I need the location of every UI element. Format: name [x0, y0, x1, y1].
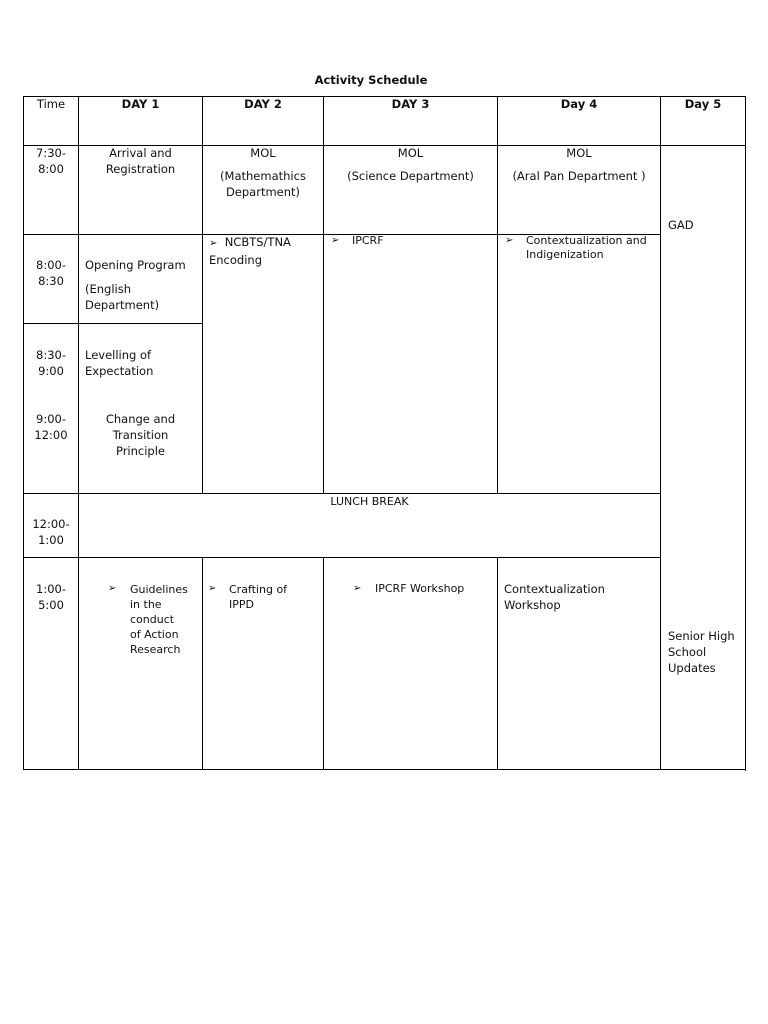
time-line: 8:30 [38, 274, 64, 288]
text-line: Updates [668, 661, 716, 675]
time-line: 7:30- [36, 146, 66, 160]
text-line: Workshop [504, 598, 561, 612]
lunch-break: LUNCH BREAK [330, 495, 409, 508]
time-slot-2 [24, 257, 78, 289]
time-line: 12:00- [32, 517, 70, 531]
day4-contextualization [505, 234, 659, 262]
header-day5: Day 5 [684, 97, 722, 111]
text-line: (Aral Pan Department ) [512, 169, 646, 183]
text-line: Indigenization [526, 248, 604, 261]
day4-mol [498, 145, 660, 184]
text-line: (Mathemathics [220, 169, 306, 183]
time-line: 8:30- [36, 348, 66, 362]
arrowhead-bullet-icon: ➢ [108, 583, 117, 594]
text-line: NCBTS/TNA [224, 235, 291, 249]
day1-arrival [79, 145, 202, 177]
time-line: 8:00- [36, 258, 66, 272]
time-line: 1:00 [38, 533, 64, 547]
text-line: in the [130, 598, 162, 611]
text-line: Department) [225, 185, 301, 199]
header-day3: DAY 3 [391, 97, 430, 111]
text-line: GAD [668, 218, 694, 232]
text-line: Change and [105, 412, 176, 426]
grid-line [23, 557, 661, 558]
day1-opening-program [85, 257, 201, 313]
grid-line [745, 96, 746, 771]
day2-crafting [208, 582, 321, 612]
text-line: Guidelines [130, 583, 188, 596]
grid-line [323, 558, 324, 770]
text-line: IPCRF [352, 234, 384, 247]
text-line: Arrival and [109, 146, 172, 160]
text-line: of Action [130, 628, 179, 641]
arrowhead-bullet-icon: ➢ [353, 583, 362, 594]
text-line: Research [130, 643, 181, 656]
arrowhead-bullet-icon: ➢ [505, 235, 514, 246]
time-line: 12:00 [34, 428, 68, 442]
text-line: Contextualization and [526, 234, 647, 247]
day5-shs-updates [668, 628, 744, 676]
time-line: 9:00- [36, 412, 66, 426]
text-line: Transition [112, 428, 169, 442]
text-line: MOL [250, 146, 276, 160]
grid-line [660, 96, 661, 770]
header-day4: Day 4 [560, 97, 598, 111]
day1-guidelines [108, 582, 201, 657]
text-line: IPCRF Workshop [375, 582, 465, 595]
grid-line [497, 558, 498, 770]
text-line: Senior High [668, 629, 735, 643]
text-line: MOL [397, 146, 424, 160]
text-line: Principle [115, 444, 166, 458]
time-slot-3 [24, 347, 78, 379]
grid-line [202, 558, 203, 770]
text-line: (Science Department) [347, 169, 474, 183]
day3-ipcrf [331, 234, 491, 248]
text-line: Levelling of [85, 348, 152, 362]
text-line: Contextualization [504, 582, 605, 596]
day3-ipcrf-workshop [353, 582, 493, 596]
day5-gad [668, 217, 744, 233]
text-line: (English [85, 282, 132, 296]
header-time: Time [36, 97, 66, 111]
text-line: IPPD [229, 598, 254, 611]
arrowhead-bullet-icon: ➢ [209, 238, 218, 249]
day2-mol [203, 145, 323, 200]
day3-mol [324, 145, 497, 184]
grid-line [23, 323, 203, 324]
grid-line [23, 769, 746, 770]
text-line: Registration [105, 162, 176, 176]
time-line: 9:00 [38, 364, 64, 378]
text-line: Opening Program [85, 258, 186, 272]
day4-context-workshop [504, 581, 659, 613]
text-line: Crafting of [229, 583, 288, 596]
time-line: 1:00- [36, 582, 66, 596]
day1-levelling [85, 347, 201, 379]
text-line: School [668, 645, 707, 659]
time-slot-1 [24, 145, 78, 177]
text-line: conduct [130, 613, 175, 626]
page-title: Activity Schedule [314, 73, 428, 87]
time-slot-6 [24, 581, 78, 613]
text-line: Encoding [209, 253, 262, 267]
time-slot-4 [24, 411, 78, 443]
day1-change-transition [79, 411, 202, 459]
time-slot-5 [24, 516, 78, 548]
time-line: 5:00 [38, 598, 64, 612]
arrowhead-bullet-icon: ➢ [208, 583, 217, 594]
text-line: Expectation [85, 364, 154, 378]
text-line: Department) [85, 298, 160, 312]
time-line: 8:00 [38, 162, 64, 176]
text-line: MOL [566, 146, 592, 160]
header-day2: DAY 2 [244, 97, 282, 111]
header-day1: DAY 1 [121, 97, 160, 111]
day2-ncbts [209, 234, 322, 268]
arrowhead-bullet-icon: ➢ [331, 235, 340, 246]
